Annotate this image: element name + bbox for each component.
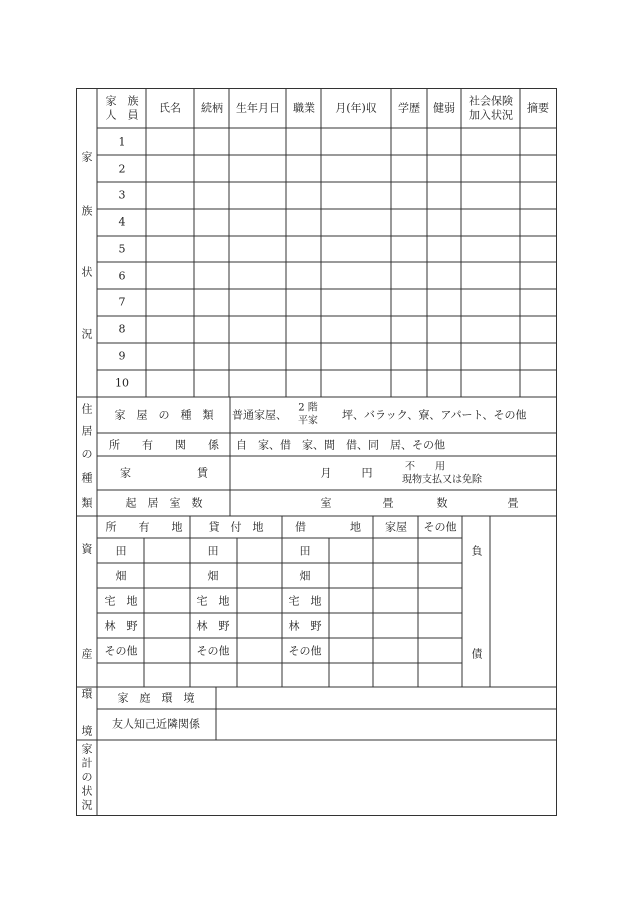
header-insurance-line2: 加入状況 bbox=[469, 108, 513, 122]
owned-land-type: 宅 地 bbox=[104, 594, 138, 608]
house-type-single-story: 平家 bbox=[298, 415, 318, 427]
housing-side-char-5: 類 bbox=[81, 496, 93, 510]
assets-side-char-2: 産 bbox=[81, 647, 93, 661]
finances-side-char-4: 状 bbox=[81, 784, 93, 798]
header-owned-land: 所 有 地 bbox=[105, 520, 183, 534]
header-house: 家屋 bbox=[385, 520, 407, 534]
family-row-number: 4 bbox=[118, 215, 126, 229]
ownership-label: 所 有 関 係 bbox=[109, 438, 219, 452]
borrowed-land-type: その他 bbox=[288, 644, 322, 658]
header-health: 健弱 bbox=[433, 101, 455, 115]
neighbors-relations-label: 友人知己近隣関係 bbox=[112, 717, 200, 731]
rent-note-not-required: 不 用 bbox=[405, 461, 445, 473]
family-row-number: 10 bbox=[115, 376, 129, 390]
leased-land-type: その他 bbox=[196, 644, 230, 658]
header-name: 氏名 bbox=[159, 101, 181, 115]
assets-side-char-1: 資 bbox=[81, 542, 93, 556]
rent-label: 家 賃 bbox=[120, 466, 208, 480]
environment-side-char-2: 境 bbox=[81, 724, 93, 738]
debt-char-1: 負 bbox=[471, 544, 483, 558]
leased-land-type: 宅 地 bbox=[196, 594, 230, 608]
family-row-number: 9 bbox=[118, 349, 126, 363]
borrowed-land-type: 畑 bbox=[299, 569, 311, 583]
rooms-label: 起 居 室 数 bbox=[125, 496, 203, 510]
family-row-number: 7 bbox=[118, 295, 126, 309]
leased-land-type: 林 野 bbox=[196, 619, 230, 633]
housing-side-char-3: の bbox=[81, 447, 93, 461]
house-type-prefix: 普通家屋、 bbox=[232, 408, 287, 422]
house-type-options: 坪、バラック、寮、アパート、その他 bbox=[342, 408, 527, 422]
borrowed-land-type: 林 野 bbox=[288, 619, 322, 633]
header-remarks: 摘要 bbox=[527, 101, 549, 115]
finances-side-char-5: 況 bbox=[81, 798, 93, 812]
family-side-char-4: 況 bbox=[81, 327, 93, 341]
family-side-char-2: 族 bbox=[81, 204, 93, 218]
family-row-number: 5 bbox=[118, 242, 126, 256]
header-borrowed-land: 借 地 bbox=[295, 520, 361, 534]
header-leased-land: 貸 付 地 bbox=[208, 520, 264, 534]
family-side-char-3: 状 bbox=[81, 265, 93, 279]
rent-note-in-kind: 現物支払又は免除 bbox=[402, 474, 482, 486]
header-education: 学歴 bbox=[398, 101, 420, 115]
house-type-label: 家 屋 の 種 類 bbox=[114, 408, 214, 422]
housing-side-char-2: 居 bbox=[81, 424, 93, 438]
finances-side-char-1: 家 bbox=[81, 742, 93, 756]
family-row-number: 8 bbox=[118, 322, 126, 336]
rooms-tatami-total: 畳 bbox=[507, 496, 519, 510]
ownership-options: 自 家、借 家、間 借、同 居、その他 bbox=[236, 438, 445, 452]
header-member-line1: 家 族 bbox=[105, 94, 139, 108]
family-row-number: 1 bbox=[118, 135, 126, 149]
rooms-count: 数 bbox=[436, 496, 448, 510]
header-insurance-line1: 社会保険 bbox=[469, 94, 513, 108]
rooms-tatami: 畳 bbox=[382, 496, 394, 510]
leased-land-type: 畑 bbox=[207, 569, 219, 583]
family-side-char-1: 家 bbox=[81, 150, 93, 164]
header-income: 月(年)収 bbox=[335, 101, 377, 115]
house-type-floors: 2 階 bbox=[298, 402, 318, 414]
finances-side-char-3: の bbox=[81, 770, 93, 784]
family-row-number: 3 bbox=[118, 188, 126, 202]
family-row-number: 2 bbox=[118, 162, 126, 176]
owned-land-type: 林 野 bbox=[104, 619, 138, 633]
header-occupation: 職業 bbox=[293, 101, 315, 115]
owned-land-type: 田 bbox=[115, 544, 127, 558]
owned-land-type: その他 bbox=[104, 644, 138, 658]
leased-land-type: 田 bbox=[207, 544, 219, 558]
owned-land-type: 畑 bbox=[115, 569, 127, 583]
housing-side-char-4: 種 bbox=[81, 471, 93, 485]
header-other: その他 bbox=[423, 520, 457, 534]
borrowed-land-type: 宅 地 bbox=[288, 594, 322, 608]
header-member-line2: 人 員 bbox=[105, 108, 139, 122]
family-survey-form bbox=[76, 88, 557, 816]
finances-side-char-2: 計 bbox=[81, 756, 93, 770]
debt-char-2: 債 bbox=[471, 647, 483, 661]
form-grid-lines bbox=[76, 88, 557, 816]
rooms-room: 室 bbox=[320, 496, 332, 510]
rent-month: 月 bbox=[320, 466, 332, 480]
rent-yen: 円 bbox=[361, 466, 373, 480]
header-birth-date: 生年月日 bbox=[236, 101, 280, 115]
header-relation: 続柄 bbox=[201, 101, 223, 115]
housing-side-char-1: 住 bbox=[81, 402, 93, 416]
family-row-number: 6 bbox=[118, 269, 126, 283]
home-environment-label: 家 庭 環 境 bbox=[117, 691, 195, 705]
borrowed-land-type: 田 bbox=[299, 544, 311, 558]
environment-side-char-1: 環 bbox=[81, 687, 93, 701]
